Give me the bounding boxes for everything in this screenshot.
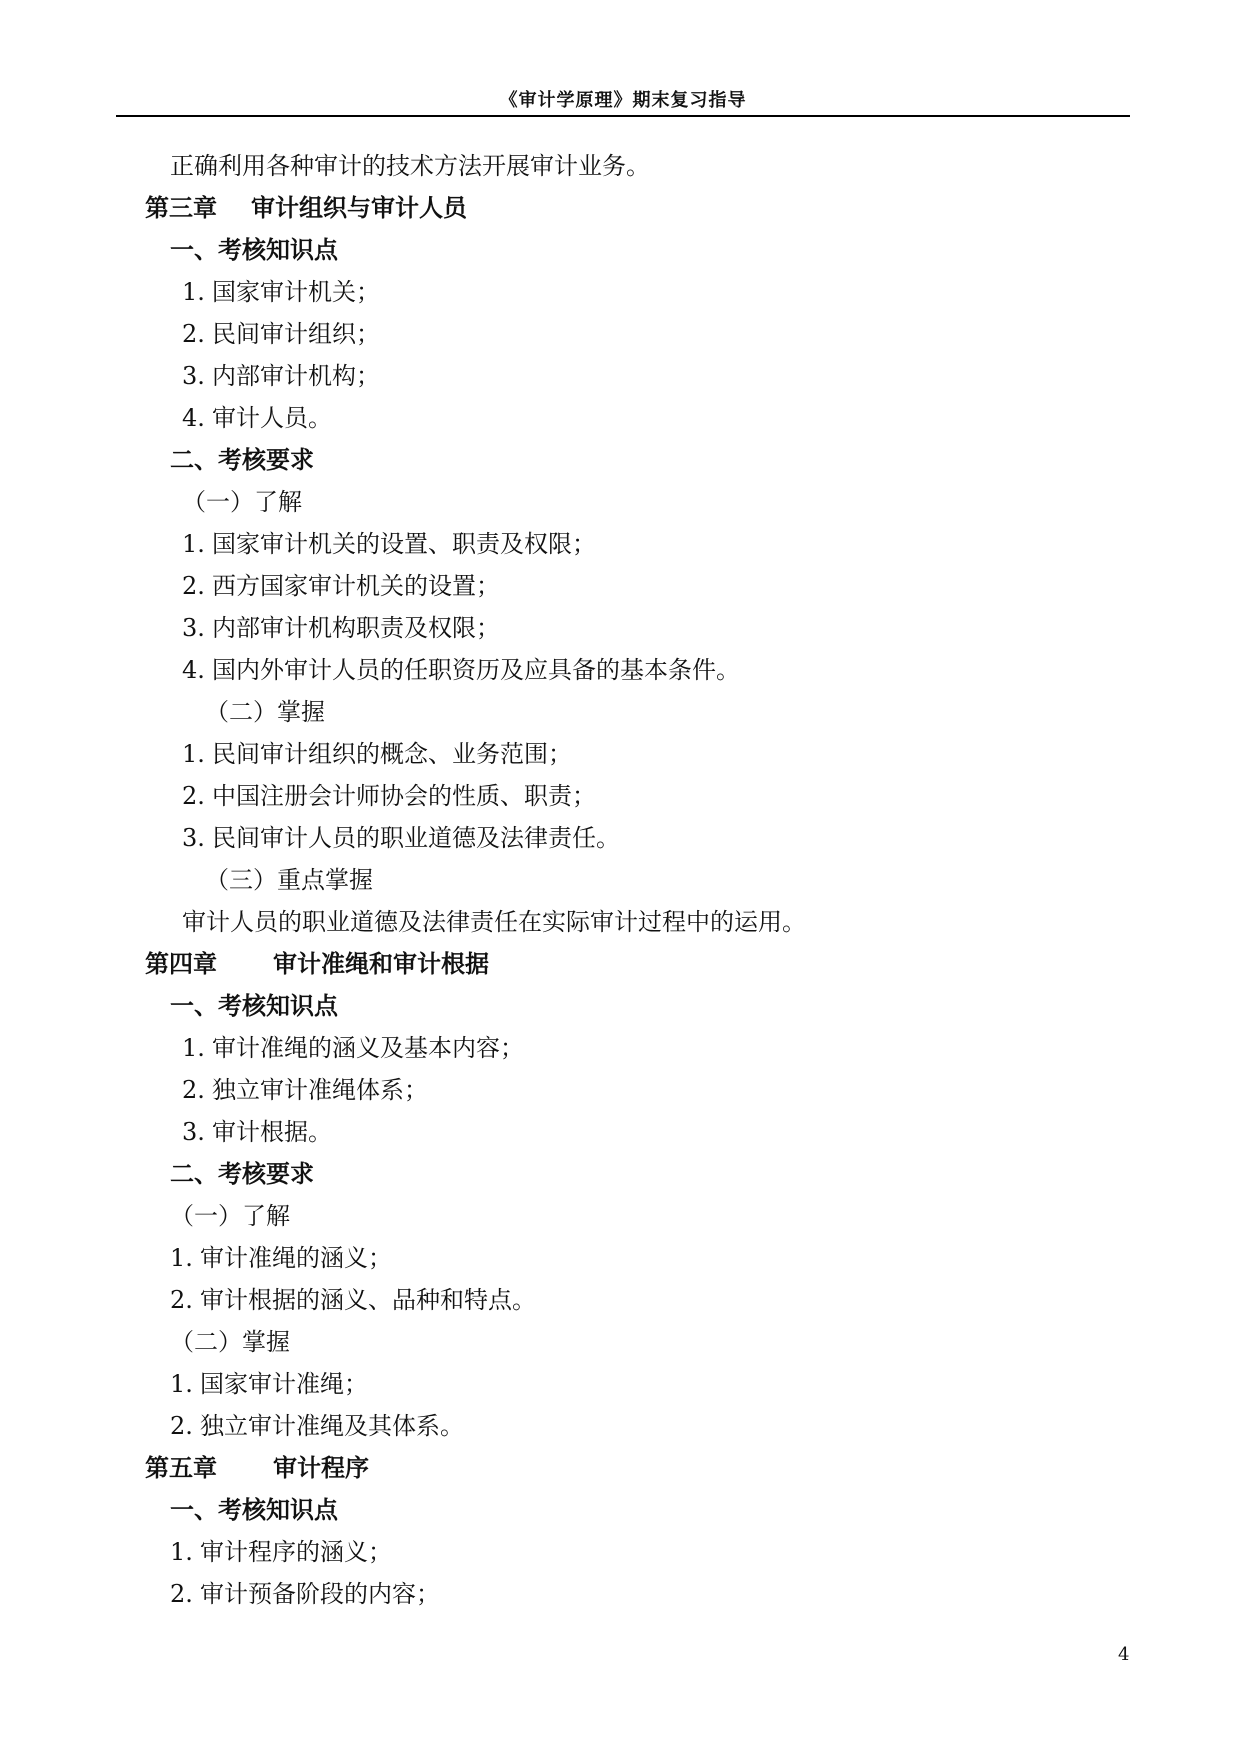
list-item — [182, 1074, 428, 1106]
list-number: 1. — [182, 278, 205, 306]
list-number: 2. — [170, 1286, 193, 1314]
list-number: 1. — [170, 1370, 193, 1398]
list-item — [182, 780, 596, 812]
list-item — [182, 654, 740, 686]
list-text: 西方国家审计机关的设置； — [212, 572, 500, 600]
list-item — [182, 402, 332, 434]
chapter-title: 审计组织与审计人员 — [251, 194, 467, 222]
list-number: 3. — [182, 614, 205, 642]
subsection-heading: （一）了解 — [170, 1202, 290, 1230]
list-text: 内部审计机构； — [212, 362, 380, 390]
subsection-heading: （一）了解 — [182, 488, 302, 516]
section-heading: 一、考核知识点 — [170, 236, 338, 264]
list-number: 4. — [182, 404, 205, 432]
list-item — [182, 276, 380, 308]
list-text: 民间审计人员的职业道德及法律责任。 — [212, 824, 620, 852]
list-item — [182, 360, 380, 392]
list-item — [170, 1536, 392, 1568]
list-text: 审计根据的涵义、品种和特点。 — [200, 1286, 536, 1314]
list-text: 国家审计机关的设置、职责及权限； — [212, 530, 596, 558]
list-number: 2. — [170, 1580, 193, 1608]
section-heading: 一、考核知识点 — [170, 1496, 338, 1524]
subsection-heading: （二）掌握 — [205, 698, 325, 726]
chapter-title: 审计准绳和审计根据 — [273, 950, 489, 978]
list-number: 1. — [182, 530, 205, 558]
list-text: 民间审计组织； — [212, 320, 380, 348]
list-text: 审计根据。 — [212, 1118, 332, 1146]
chapter-title: 审计程序 — [273, 1454, 369, 1482]
list-text: 国家审计准绳； — [200, 1370, 368, 1398]
page-number: 4 — [1118, 1644, 1130, 1665]
list-number: 3. — [182, 362, 205, 390]
list-item — [170, 1284, 536, 1316]
list-number: 2. — [182, 572, 205, 600]
list-text: 独立审计准绳及其体系。 — [200, 1412, 464, 1440]
section-heading: 二、考核要求 — [170, 446, 314, 474]
list-text: 审计预备阶段的内容； — [200, 1580, 440, 1608]
subsection-heading: （二）掌握 — [170, 1328, 290, 1356]
page-header: 《审计学原理》期末复习指导 — [499, 90, 747, 111]
list-item — [182, 528, 596, 560]
list-item — [182, 822, 620, 854]
list-text: 审计准绳的涵义； — [200, 1244, 392, 1272]
list-text: 中国注册会计师协会的性质、职责； — [212, 782, 596, 810]
list-number: 2. — [182, 782, 205, 810]
chapter-heading — [145, 948, 489, 980]
list-text: 国内外审计人员的任职资历及应具备的基本条件。 — [212, 656, 740, 684]
list-text: 审计人员。 — [212, 404, 332, 432]
list-item — [170, 1578, 440, 1610]
chapter-number: 第三章 — [145, 194, 217, 222]
list-number: 3. — [182, 824, 205, 852]
list-number: 2. — [182, 1076, 205, 1104]
list-item — [182, 612, 500, 644]
list-text: 内部审计机构职责及权限； — [212, 614, 500, 642]
list-number: 1. — [170, 1244, 193, 1272]
header-rule — [116, 115, 1130, 117]
list-text: 民间审计组织的概念、业务范围； — [212, 740, 572, 768]
chapter-number: 第五章 — [145, 1454, 217, 1482]
body-line: 正确利用各种审计的技术方法开展审计业务。 — [170, 152, 650, 180]
section-heading: 二、考核要求 — [170, 1160, 314, 1188]
list-item — [170, 1410, 464, 1442]
chapter-heading — [145, 192, 467, 224]
list-text: 审计程序的涵义； — [200, 1538, 392, 1566]
list-item — [182, 318, 380, 350]
list-number: 3. — [182, 1118, 205, 1146]
list-number: 4. — [182, 656, 205, 684]
list-item — [182, 570, 500, 602]
list-number: 2. — [182, 320, 205, 348]
list-number: 1. — [182, 740, 205, 768]
subsection-heading: （三）重点掌握 — [205, 866, 373, 894]
list-item — [182, 1032, 524, 1064]
list-text: 独立审计准绳体系； — [212, 1076, 428, 1104]
list-item — [170, 1368, 368, 1400]
section-heading: 一、考核知识点 — [170, 992, 338, 1020]
list-text: 国家审计机关； — [212, 278, 380, 306]
list-number: 1. — [182, 1034, 205, 1062]
list-number: 1. — [170, 1538, 193, 1566]
list-item — [170, 1242, 392, 1274]
list-item — [182, 1116, 332, 1148]
body-line: 审计人员的职业道德及法律责任在实际审计过程中的运用。 — [182, 908, 806, 936]
chapter-number: 第四章 — [145, 950, 217, 978]
list-text: 审计准绳的涵义及基本内容； — [212, 1034, 524, 1062]
list-item — [182, 738, 572, 770]
chapter-heading — [145, 1452, 369, 1484]
list-number: 2. — [170, 1412, 193, 1440]
